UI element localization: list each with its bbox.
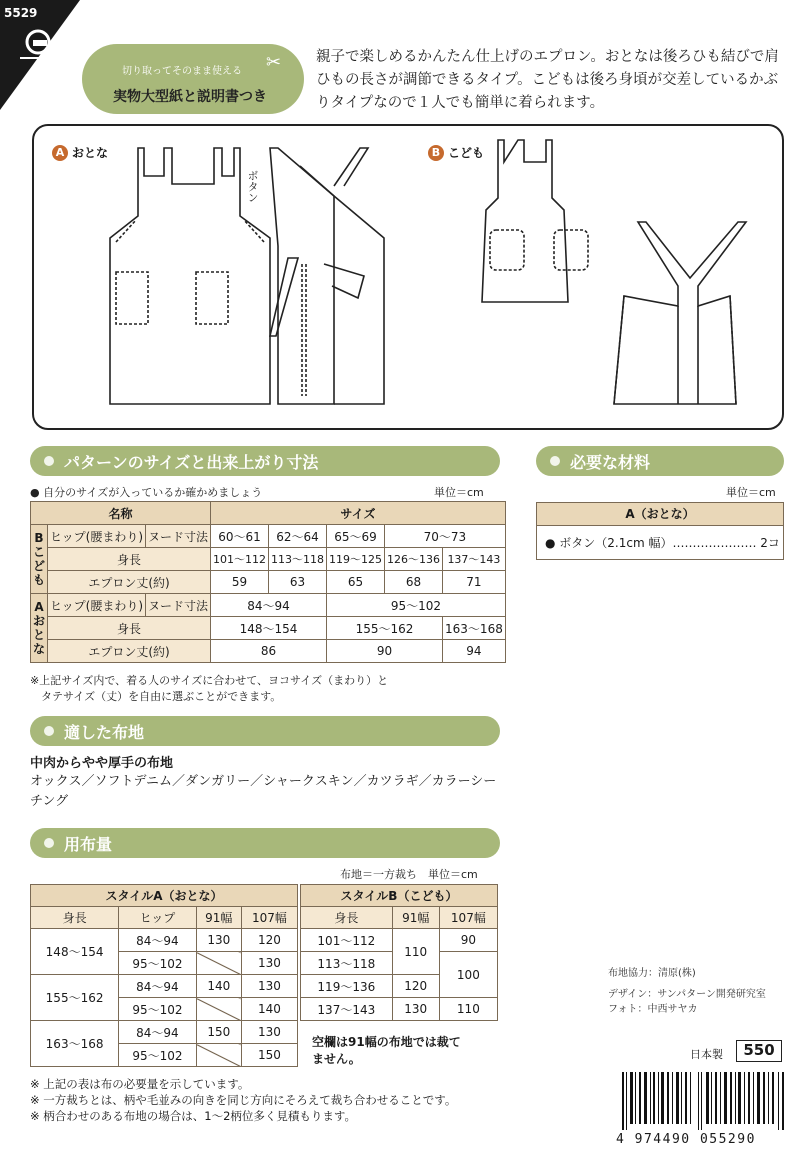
yardage-notes: ※ 上記の表は布の必要量を示しています。 ※ 一方裁ちとは、柄や毛並みの向きを同じ方向にそろえて裁ち合わせることです。 ※ 柄合わせのある布地の場合は、1〜2柄位多く見積もります。 [30,1077,457,1123]
side-b: Bこども [31,525,48,594]
yardage-section-header: 用布量 [30,828,500,858]
illustration-box [32,124,784,430]
fabric-subtitle: 中肉からやや厚手の布地 [30,756,174,771]
side-a: Aおとな [31,594,48,663]
credits: 布地協力：清原(株) デザイン：サンパターン開発研究室 フォト：中西サヤカ [608,968,766,1015]
materials-section-header: 必要な材料 [536,446,784,476]
label-a-marker: A [52,145,68,161]
blank-cell [196,998,241,1021]
yardage-table-b: スタイルB（こども） 身長 91幅 107幅 101〜112 110 90 113〜118 100 119〜136 120 137〜143 130 110 [300,884,498,1021]
scissors-icon: ✂ [266,52,282,73]
blank-cell [196,1044,241,1067]
size-section-header: パターンのサイズと出来上がり寸法 [30,446,500,476]
materials-button-item: ● ボタン（2.1cm 幅）………………… 2コ [536,526,784,560]
badge-title: 実物大型紙と説明書つき [113,89,267,105]
label-child: B こども [428,144,484,161]
size-table: 名称 サイズ Bこども ヒップ(腰まわり) ヌード寸法 60〜61 62〜64 65〜69 70〜73 身長 101〜112 113〜118 119〜125 126〜136 137〜143 エプロン丈(約) 59 63 65 68 71 Aおとな ヒップ(腰まわり) ヌード寸法 84〜94 95〜102 身長 148〜154 155〜162 163〜168 エプロン丈(約) 86 90 94 [30,501,506,663]
blank-cell-note: 空欄は91幅の布地では裁てません。 [312,1035,461,1066]
apron-drawings [34,126,782,428]
materials-unit: 単位＝cm [726,486,776,499]
blank-cell [196,952,241,975]
col-name: 名称 [31,502,211,525]
yardage-note: 布地＝一方裁ち 単位＝cm [340,868,478,881]
size-footnote-1: ※上記サイズ内で、着る人のサイズに合わせて、ヨコサイズ（まわり）と [30,674,389,687]
label-b-marker: B [428,145,444,161]
pattern-code: 5529 [4,6,38,20]
materials-table-head: A（おとな） [536,502,784,526]
yardage-table-a: スタイルA（おとな） 身長 ヒップ 91幅 107幅 148〜154 84〜94 130 120 95〜102 130 155〜162 84〜94 140 130 95〜102 140 163〜168 84〜94 150 130 95〜102 150 [30,884,298,1067]
barcode [620,1072,786,1130]
badge-subtitle: 切り取ってそのまま使える [122,66,242,77]
fabric-section-header: 適した布地 [30,716,500,746]
label-adult: A おとな [52,144,108,161]
size-footnote-2: タテサイズ（丈）を自由に選ぶことができます。 [30,690,282,703]
price-box: 550 [736,1040,782,1062]
button-callout: ボタン [246,170,259,203]
made-in-japan: 日本製 [690,1048,723,1061]
size-unit: 単位＝cm [434,486,484,499]
barcode-number: 4 974490 055290 [616,1132,756,1147]
intro-text: 親子で楽しめるかんたん仕上げのエプロン。おとなは後ろひも結びで肩ひもの長さが調節できるタイプ。こどもは後ろ身頃が交差しているかぶりタイプなので１人でも簡単に着られます。 [316,49,779,111]
size-check-note: ● 自分のサイズが入っているか確かめましょう [30,486,263,499]
col-size: サイズ [211,502,506,525]
fabric-list: オックス／ソフトデニム／ダンガリー／シャークスキン／カツラギ／カラーシーチング [30,774,497,809]
